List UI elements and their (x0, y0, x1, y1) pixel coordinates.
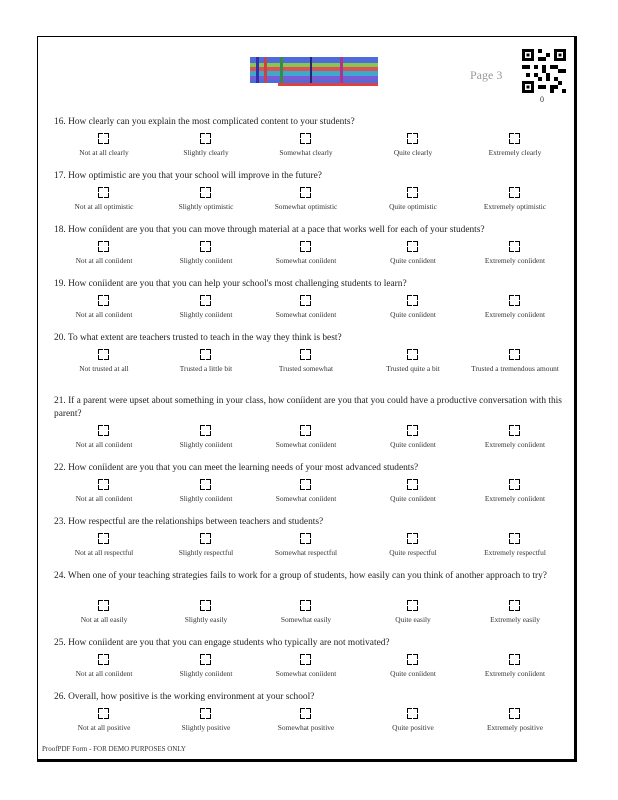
checkbox-icon[interactable] (509, 295, 520, 306)
option-label: Quite coníident (390, 440, 436, 449)
question-text: 21. If a parent were upset about something in your class, how coníident are you that you could have a productive conversation with this parent? (54, 396, 562, 419)
answer-options (38, 654, 578, 684)
checkbox-icon[interactable] (407, 708, 418, 719)
option-label: Slightly coníident (179, 310, 233, 319)
checkbox-icon[interactable] (200, 349, 211, 360)
checkbox-icon[interactable] (407, 533, 418, 544)
option-label: Not at all coníident (75, 669, 133, 678)
checkbox-icon[interactable] (407, 187, 418, 198)
option-label: Extremely coníident (484, 256, 546, 265)
checkbox-icon[interactable] (300, 654, 311, 665)
option-label: Not at all coníident (75, 256, 133, 265)
checkbox-icon[interactable] (98, 295, 109, 306)
option-label: Not at all easily (80, 615, 128, 624)
checkbox-icon[interactable] (407, 600, 418, 611)
answer-options (38, 533, 578, 563)
checkbox-icon[interactable] (509, 349, 520, 360)
option-label: Somewhat coníident (275, 256, 337, 265)
option-label: Somewhat clearly (279, 148, 333, 157)
footer-note: ProofPDF Form - FOR DEMO PURPOSES ONLY (42, 745, 186, 753)
question-text: 23. How respectful are the relationships between teachers and students? (54, 517, 324, 527)
question-text: 19. How coníident are you that you can help your school's most challenging students to learn? (54, 279, 407, 289)
answer-options (38, 425, 578, 455)
checkbox-icon[interactable] (509, 479, 520, 490)
checkbox-icon[interactable] (200, 654, 211, 665)
question-text: 24. When one of your teaching strategies fails to work for a group of students, how easily can you think of another approach to try? (54, 571, 547, 581)
checkbox-icon[interactable] (98, 425, 109, 436)
brand-logo (250, 57, 378, 83)
option-label: Not at all positive (77, 723, 131, 732)
page-number: Page 3 (470, 68, 503, 82)
option-label: Extremely positive (486, 723, 544, 732)
answer-options (38, 708, 578, 738)
checkbox-icon[interactable] (98, 600, 109, 611)
checkbox-icon[interactable] (407, 349, 418, 360)
option-label: Quite coníident (390, 310, 436, 319)
option-label: Slightly optimistic (178, 202, 234, 211)
question-text: 16. How clearly can you explain the most complicated content to your students? (54, 117, 355, 127)
option-label: Slightly easily (184, 615, 228, 624)
checkbox-icon[interactable] (300, 349, 311, 360)
option-label: Slightly respectful (178, 548, 234, 557)
checkbox-icon[interactable] (407, 241, 418, 252)
option-label: Slightly coníident (179, 256, 233, 265)
question-text: 25. How coníident are you that you can engage students who typically are not motivated? (54, 638, 390, 648)
option-label: Quite coníident (390, 669, 436, 678)
checkbox-icon[interactable] (300, 241, 311, 252)
option-label: Quite easily (395, 615, 431, 624)
checkbox-icon[interactable] (200, 187, 211, 198)
checkbox-icon[interactable] (509, 533, 520, 544)
checkbox-icon[interactable] (300, 600, 311, 611)
checkbox-icon[interactable] (200, 600, 211, 611)
option-label: Trusted somewhat (278, 364, 334, 373)
answer-options (38, 479, 578, 509)
option-label: Slightly clearly (183, 148, 229, 157)
answer-options (38, 295, 578, 325)
checkbox-icon[interactable] (407, 479, 418, 490)
checkbox-icon[interactable] (200, 133, 211, 144)
option-label: Extremely coníident (484, 440, 546, 449)
checkbox-icon[interactable] (200, 295, 211, 306)
checkbox-icon[interactable] (98, 708, 109, 719)
checkbox-icon[interactable] (98, 479, 109, 490)
checkbox-icon[interactable] (300, 425, 311, 436)
option-label: Somewhat coníident (275, 310, 337, 319)
checkbox-icon[interactable] (98, 654, 109, 665)
question-text: 26. Overall, how positive is the working environment at your school? (54, 692, 315, 702)
question-text: 22. How coníident are you that you can meet the learning needs of your most advanced students? (54, 463, 419, 473)
qr-number: 0 (540, 95, 544, 104)
checkbox-icon[interactable] (300, 133, 311, 144)
checkbox-icon[interactable] (200, 708, 211, 719)
checkbox-icon[interactable] (407, 654, 418, 665)
option-label: Not at all coníident (75, 494, 133, 503)
checkbox-icon[interactable] (300, 708, 311, 719)
option-label: Extremely clearly (488, 148, 542, 157)
checkbox-icon[interactable] (300, 479, 311, 490)
checkbox-icon[interactable] (300, 187, 311, 198)
checkbox-icon[interactable] (98, 187, 109, 198)
checkbox-icon[interactable] (300, 295, 311, 306)
survey-page (37, 36, 577, 762)
option-label: Extremely coníident (484, 310, 546, 319)
option-label: Slightly coníident (179, 494, 233, 503)
option-label: Somewhat coníident (275, 669, 337, 678)
checkbox-icon[interactable] (407, 425, 418, 436)
checkbox-icon[interactable] (98, 133, 109, 144)
checkbox-icon[interactable] (98, 241, 109, 252)
option-label: Trusted a tremendous amount (471, 364, 559, 373)
checkbox-icon[interactable] (509, 241, 520, 252)
option-label: Not at all coníident (75, 440, 133, 449)
answer-options (38, 187, 578, 217)
option-label: Not at all clearly (79, 148, 129, 157)
option-label: Somewhat easily (280, 615, 332, 624)
checkbox-icon[interactable] (407, 133, 418, 144)
option-label: Quite clearly (393, 148, 433, 157)
question-text: 18. How coníident are you that you can move through material at a pace that works well for each of your students? (54, 225, 485, 235)
qr-code-icon (522, 49, 566, 93)
checkbox-icon[interactable] (509, 708, 520, 719)
option-label: Extremely coníident (484, 669, 546, 678)
option-label: Somewhat coníident (275, 494, 337, 503)
option-label: Quite optimistic (389, 202, 437, 211)
answer-options (38, 600, 578, 630)
logo-underline (278, 83, 378, 86)
checkbox-icon[interactable] (200, 425, 211, 436)
option-label: Trusted quite a bit (386, 364, 440, 373)
checkbox-icon[interactable] (98, 533, 109, 544)
option-label: Extremely coníident (484, 494, 546, 503)
option-label: Extremely respectful (484, 548, 546, 557)
checkbox-icon[interactable] (98, 349, 109, 360)
option-label: Somewhat respectful (274, 548, 338, 557)
answer-options (38, 133, 578, 163)
option-label: Quite respectful (389, 548, 437, 557)
checkbox-icon[interactable] (509, 600, 520, 611)
option-label: Quite coníident (390, 494, 436, 503)
option-label: Quite positive (392, 723, 434, 732)
option-label: Somewhat positive (277, 723, 335, 732)
checkbox-icon[interactable] (200, 241, 211, 252)
option-label: Not trusted at all (79, 364, 129, 373)
checkbox-icon[interactable] (509, 425, 520, 436)
option-label: Not at all respectful (74, 548, 134, 557)
checkbox-icon[interactable] (407, 295, 418, 306)
checkbox-icon[interactable] (300, 533, 311, 544)
option-label: Slightly positive (181, 723, 231, 732)
checkbox-icon[interactable] (200, 533, 211, 544)
option-label: Slightly coníident (179, 669, 233, 678)
option-label: Extremely easily (490, 615, 540, 624)
checkbox-icon[interactable] (509, 187, 520, 198)
checkbox-icon[interactable] (509, 654, 520, 665)
question-text: 17. How optimistic are you that your school will improve in the future? (54, 171, 322, 181)
option-label: Somewhat coníident (275, 440, 337, 449)
option-label: Not at all optimistic (74, 202, 134, 211)
option-label: Extremely optimistic (483, 202, 547, 211)
option-label: Slightly coníident (179, 440, 233, 449)
checkbox-icon[interactable] (200, 479, 211, 490)
option-label: Trusted a little bit (179, 364, 233, 373)
checkbox-icon[interactable] (509, 133, 520, 144)
option-label: Somewhat optimistic (274, 202, 338, 211)
answer-options (38, 241, 578, 271)
answer-options (38, 349, 578, 379)
option-label: Not at all coníident (75, 310, 133, 319)
question-text: 20. To what extent are teachers trusted to teach in the way they think is best? (54, 333, 342, 343)
option-label: Quite coníident (390, 256, 436, 265)
